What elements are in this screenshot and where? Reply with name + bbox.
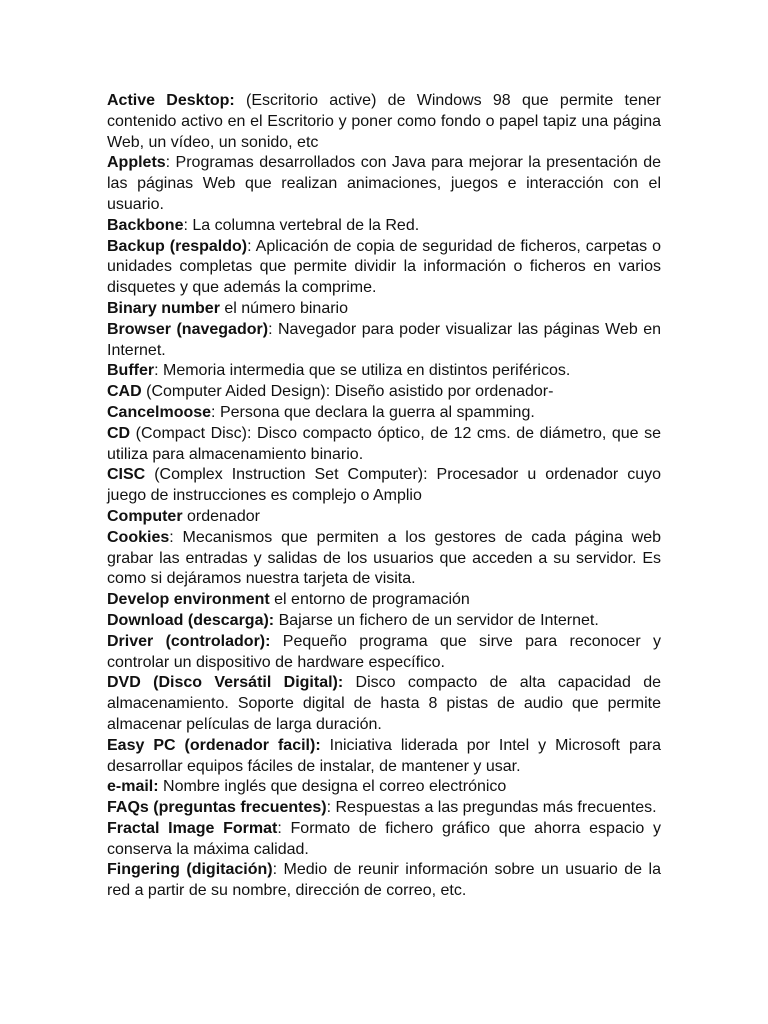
entry-backbone	[107, 216, 661, 237]
term-label: CAD	[107, 383, 142, 401]
entry-browser	[107, 320, 661, 362]
definition-text: Iniciativa liderada por Intel y Microsoft para desarrollar equipos fáciles de instalar, de mantener y usar.	[107, 736, 661, 775]
definition-text: (Escritorio active) de Windows 98 que permite tener contenido activo en el Escritorio y poner como fondo o papel tapiz una página Web, un vídeo, un sonido, etc	[107, 92, 662, 151]
term-label: Cookies	[107, 528, 170, 546]
term-label: Develop environment	[107, 591, 270, 609]
term-label: Fingering (digitación)	[107, 861, 273, 879]
entry-fractal-image-format	[107, 819, 661, 861]
entry-backup	[107, 237, 661, 299]
term-label: Cancelmoose	[107, 403, 212, 421]
term-label: Easy PC (ordenador facil):	[107, 736, 321, 754]
definition-text: el número binario	[219, 299, 348, 317]
term-label: Driver (controlador):	[107, 632, 271, 650]
term-label: Download (descarga):	[107, 611, 275, 629]
term-label: Binary number	[107, 299, 220, 317]
term-label: CISC	[107, 466, 146, 484]
definition-text: : La columna vertebral de la Red.	[183, 216, 420, 234]
entry-cookies	[107, 528, 661, 590]
entry-active-desktop	[107, 91, 661, 153]
term-label: Fractal Image Format	[107, 819, 278, 837]
entry-binary-number	[107, 299, 661, 320]
entry-develop-environment	[107, 590, 661, 611]
term-label: Applets	[107, 154, 166, 172]
term-label: FAQs (preguntas frecuentes)	[107, 799, 327, 817]
entry-dvd	[107, 673, 661, 735]
entry-download	[107, 611, 661, 632]
definition-text: : Persona que declara la guerra al spamming.	[211, 403, 535, 421]
definition-text: : Navegador para poder visualizar las páginas Web en Internet.	[107, 320, 661, 359]
definition-text: : Formato de fichero gráfico que ahorra espacio y conserva la máxima calidad.	[107, 819, 661, 858]
definition-text: : Programas desarrollados con Java para mejorar la presentación de las páginas Web que realizan animaciones, juegos e interacción con el usuario.	[107, 154, 661, 213]
definition-text: : Mecanismos que permiten a los gestores de cada página web grabar las entradas y salidas de los usuarios que acceden a su servidor. Es como si dejáramos nuestra tarjeta de visita.	[107, 528, 661, 588]
entry-cd	[107, 424, 661, 466]
entry-computer	[107, 507, 661, 528]
definition-text: : Respuestas a las pregundas más frecuentes.	[326, 799, 657, 817]
entry-easy-pc	[107, 736, 661, 778]
definition-text: (Computer Aided Design): Diseño asistido por ordenador-	[141, 383, 554, 401]
definition-text: Bajarse un fichero de un servidor de Internet.	[274, 611, 599, 629]
definition-text: el entorno de programación	[269, 591, 470, 609]
entry-faqs	[107, 798, 661, 819]
term-label: Active Desktop:	[107, 92, 235, 109]
definition-text: : Aplicación de copia de seguridad de ficheros, carpetas o unidades completas que permite dividir la información o ficheros en varios disquetes y que además la comprime.	[107, 237, 661, 297]
definition-text: Nombre inglés que designa el correo electrónico	[158, 778, 507, 796]
definition-text: : Memoria intermedia que se utiliza en distintos periféricos.	[154, 362, 571, 380]
entry-fingering	[107, 860, 661, 902]
definition-text: (Complex Instruction Set Computer): Procesador u ordenador cuyo juego de instrucciones es complejo o Amplio	[107, 466, 661, 505]
definition-text: Pequeño programa que sirve para reconocer y controlar un dispositivo de hardware específico.	[107, 632, 661, 671]
entry-e-mail	[107, 777, 661, 798]
entry-cad	[107, 382, 661, 403]
definition-text: Disco compacto de alta capacidad de almacenamiento. Soporte digital de hasta 8 pistas de audio que permite almacenar películas de larga duración.	[107, 674, 661, 733]
definition-text: ordenador	[182, 507, 260, 525]
term-label: Backbone	[107, 216, 184, 234]
entry-applets	[107, 153, 661, 215]
definition-text: : Medio de reunir información sobre un usuario de la red a partir de su nombre, dirección de correo, etc.	[107, 861, 661, 900]
term-label: Computer	[107, 507, 183, 525]
term-label: Backup (respaldo)	[107, 237, 248, 255]
glossary-page	[107, 91, 661, 902]
entry-buffer	[107, 361, 661, 382]
entry-cisc	[107, 465, 661, 507]
term-label: e-mail:	[107, 778, 159, 796]
entry-cancelmoose	[107, 403, 661, 424]
term-label: Browser (navegador)	[107, 320, 269, 338]
definition-text: (Compact Disc): Disco compacto óptico, de 12 cms. de diámetro, que se utiliza para almacenamiento binario.	[107, 424, 661, 463]
term-label: CD	[107, 424, 131, 442]
term-label: DVD (Disco Versátil Digital):	[107, 674, 344, 692]
term-label: Buffer	[107, 362, 155, 380]
entry-driver	[107, 632, 661, 674]
